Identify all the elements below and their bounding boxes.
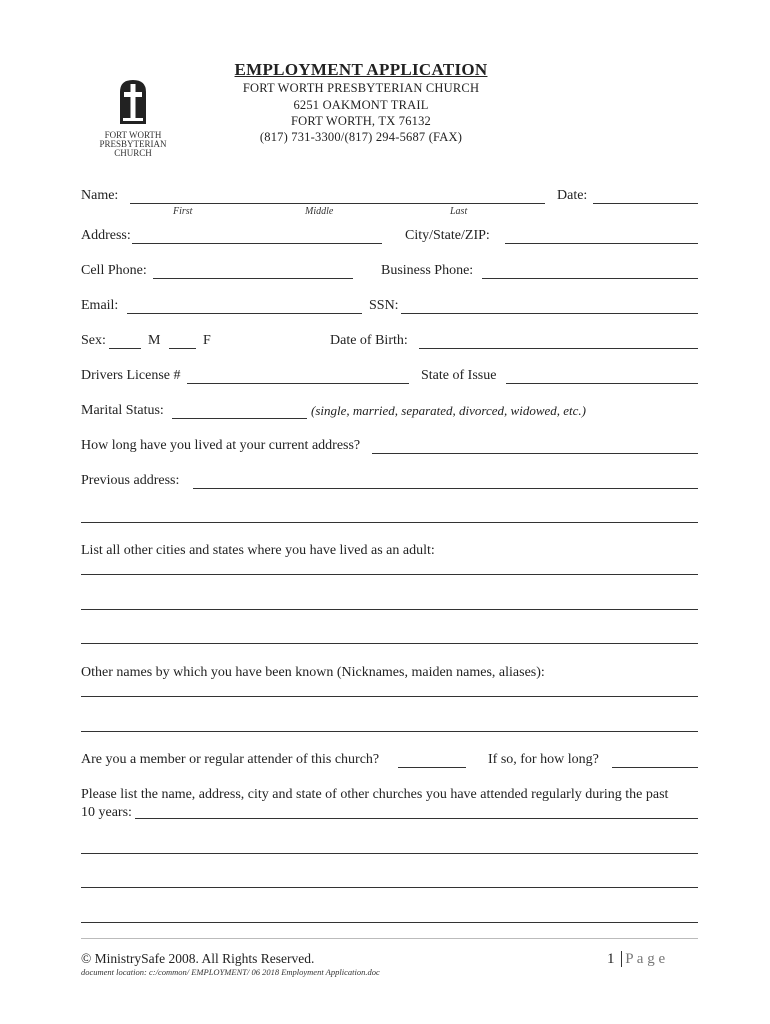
churches-label-cont: 10 years: <box>81 805 132 820</box>
address-label: Address: <box>81 228 131 243</box>
page-label: P a g e <box>625 951 666 967</box>
cities-line-2[interactable] <box>81 609 698 610</box>
logo-line-3: CHURCH <box>114 148 152 158</box>
other-names-label: Other names by which you have been known (Nicknames, maiden names, aliases): <box>81 665 545 680</box>
footer-divider <box>81 938 698 939</box>
churches-line-1[interactable] <box>135 818 698 819</box>
marital-status-hint: (single, married, separated, divorced, widowed, etc.) <box>311 403 586 418</box>
last-name-caption: Last <box>450 206 468 217</box>
member-label: Are you a member or regular attender of this church? <box>81 752 380 767</box>
previous-address-field[interactable] <box>193 488 698 489</box>
member-field[interactable] <box>398 767 466 768</box>
sex-f-field[interactable] <box>169 348 196 349</box>
name-field[interactable] <box>130 203 545 204</box>
churches-line-4[interactable] <box>81 922 698 923</box>
state-of-issue-label: State of Issue <box>421 368 497 383</box>
marital-status-label: Marital Status: <box>81 403 164 418</box>
logo-line-2: PRESBYTERIAN <box>99 139 167 149</box>
document-location: document location: c:/common/ EMPLOYMENT/ 06 2018 Employment Application.doc <box>81 967 380 977</box>
date-field[interactable] <box>593 203 698 204</box>
other-names-line-1[interactable] <box>81 696 698 697</box>
churches-line-2[interactable] <box>81 853 698 854</box>
sex-label: Sex: <box>81 333 106 348</box>
first-name-caption: First <box>173 206 193 217</box>
drivers-license-label: Drivers License # <box>81 368 181 383</box>
previous-address-line-2[interactable] <box>81 522 698 523</box>
cell-phone-field[interactable] <box>153 278 353 279</box>
cross-arch-icon <box>93 78 173 124</box>
cities-line-3[interactable] <box>81 643 698 644</box>
state-of-issue-field[interactable] <box>506 383 698 384</box>
other-names-line-2[interactable] <box>81 731 698 732</box>
email-field[interactable] <box>127 313 362 314</box>
church-logo <box>93 78 173 156</box>
if-so-label: If so, for how long? <box>488 752 599 767</box>
copyright-notice: © MinistrySafe 2008. All Rights Reserved. <box>81 951 315 966</box>
middle-name-caption: Middle <box>305 206 334 217</box>
org-street: 6251 OAKMONT TRAIL <box>293 98 429 112</box>
name-label: Name: <box>81 188 119 203</box>
org-city: FORT WORTH, TX 76132 <box>290 114 431 128</box>
ssn-field[interactable] <box>401 313 698 314</box>
churches-label: Please list the name, address, city and state of other churches you have attended regularly during the past <box>81 787 669 802</box>
previous-address-label: Previous address: <box>81 473 180 488</box>
dob-field[interactable] <box>419 348 698 349</box>
page-number: 1 <box>607 951 615 967</box>
marital-status-field[interactable] <box>172 418 307 419</box>
sex-m-label: M <box>148 333 161 348</box>
email-label: Email: <box>81 298 119 313</box>
cell-phone-label: Cell Phone: <box>81 263 147 278</box>
sex-m-field[interactable] <box>109 348 141 349</box>
sex-f-label: F <box>203 333 211 348</box>
logo-line-1: FORT WORTH <box>104 130 162 140</box>
business-phone-field[interactable] <box>482 278 698 279</box>
page-number-block <box>607 951 665 968</box>
how-long-field[interactable] <box>372 453 698 454</box>
cities-line-1[interactable] <box>81 574 698 575</box>
org-phone: (817) 731-3300/(817) 294-5687 (FAX) <box>259 130 463 144</box>
churches-line-3[interactable] <box>81 887 698 888</box>
city-state-zip-label: City/State/ZIP: <box>405 228 490 243</box>
how-long-label: How long have you lived at your current address? <box>81 438 361 453</box>
cities-label: List all other cities and states where you have lived as an adult: <box>81 543 435 558</box>
business-phone-label: Business Phone: <box>381 263 474 278</box>
org-name: FORT WORTH PRESBYTERIAN CHURCH <box>242 81 480 95</box>
drivers-license-field[interactable] <box>187 383 409 384</box>
address-field[interactable] <box>132 243 382 244</box>
city-state-zip-field[interactable] <box>505 243 698 244</box>
dob-label: Date of Birth: <box>330 333 408 348</box>
if-so-field[interactable] <box>612 767 698 768</box>
ssn-label: SSN: <box>369 298 399 313</box>
page-separator <box>621 951 622 967</box>
date-label: Date: <box>557 188 588 203</box>
document-title: EMPLOYMENT APPLICATION <box>234 60 488 79</box>
